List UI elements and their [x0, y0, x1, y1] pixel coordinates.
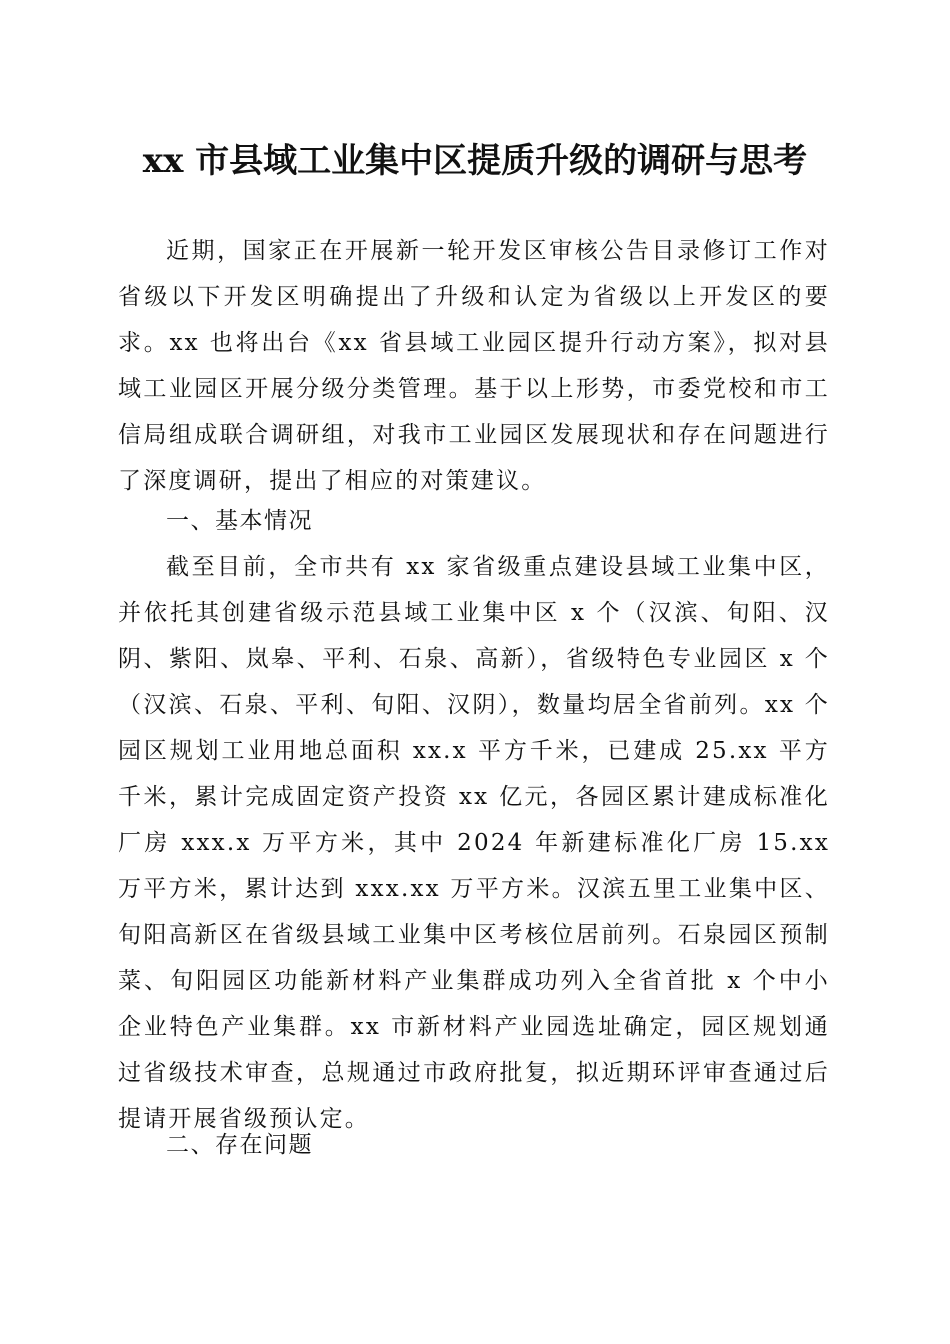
section-heading-basic-situation: 一、基本情况 [166, 508, 313, 534]
basic-situation-paragraph: 截至目前，全市共有 xx 家省级重点建设县域工业集中区，并依托其创建省级示范县域工业集中区 x 个（汉滨、旬阳、汉阴、紫阳、岚皋、平利、石泉、高新），省级特色专业园区 x 个（汉滨、石泉、平利、旬阳、汉阴），数量均居全省前列。xx 个园区规划工业用地总面积 xx.x 平方千米，已建成 25.xx 平方千米，累计完成固定资产投资 xx 亿元，各园区累计建成标准化厂房 xxx.x 万平方米，其中 2024 年新建标准化厂房 15.xx 万平方米，累计达到 xxx.xx 万平方米。汉滨五里工业集中区、旬阳高新区在省级县域工业集中区考核位居前列。石泉园区预制菜、旬阳园区功能新材料产业集群成功列入全省首批 x 个中小企业特色产业集群。xx 市新材料产业园选址确定，园区规划通过省级技术审查，总规通过市政府批复，拟近期环评审查通过后提请开展省级预认定。 [118, 554, 830, 1132]
document-title: xx 市县域工业集中区提质升级的调研与思考 [142, 141, 808, 181]
section-heading-existing-problems: 二、存在问题 [166, 1132, 313, 1158]
intro-paragraph: 近期，国家正在开展新一轮开发区审核公告目录修订工作对省级以下开发区明确提出了升级和认定为省级以上开发区的要求。xx 也将出台《xx 省县域工业园区提升行动方案》，拟对县域工业园区开展分级分类管理。基于以上形势，市委党校和市工信局组成联合调研组，对我市工业园区发展现状和存在问题进行了深度调研，提出了相应的对策建议。 [118, 238, 830, 494]
